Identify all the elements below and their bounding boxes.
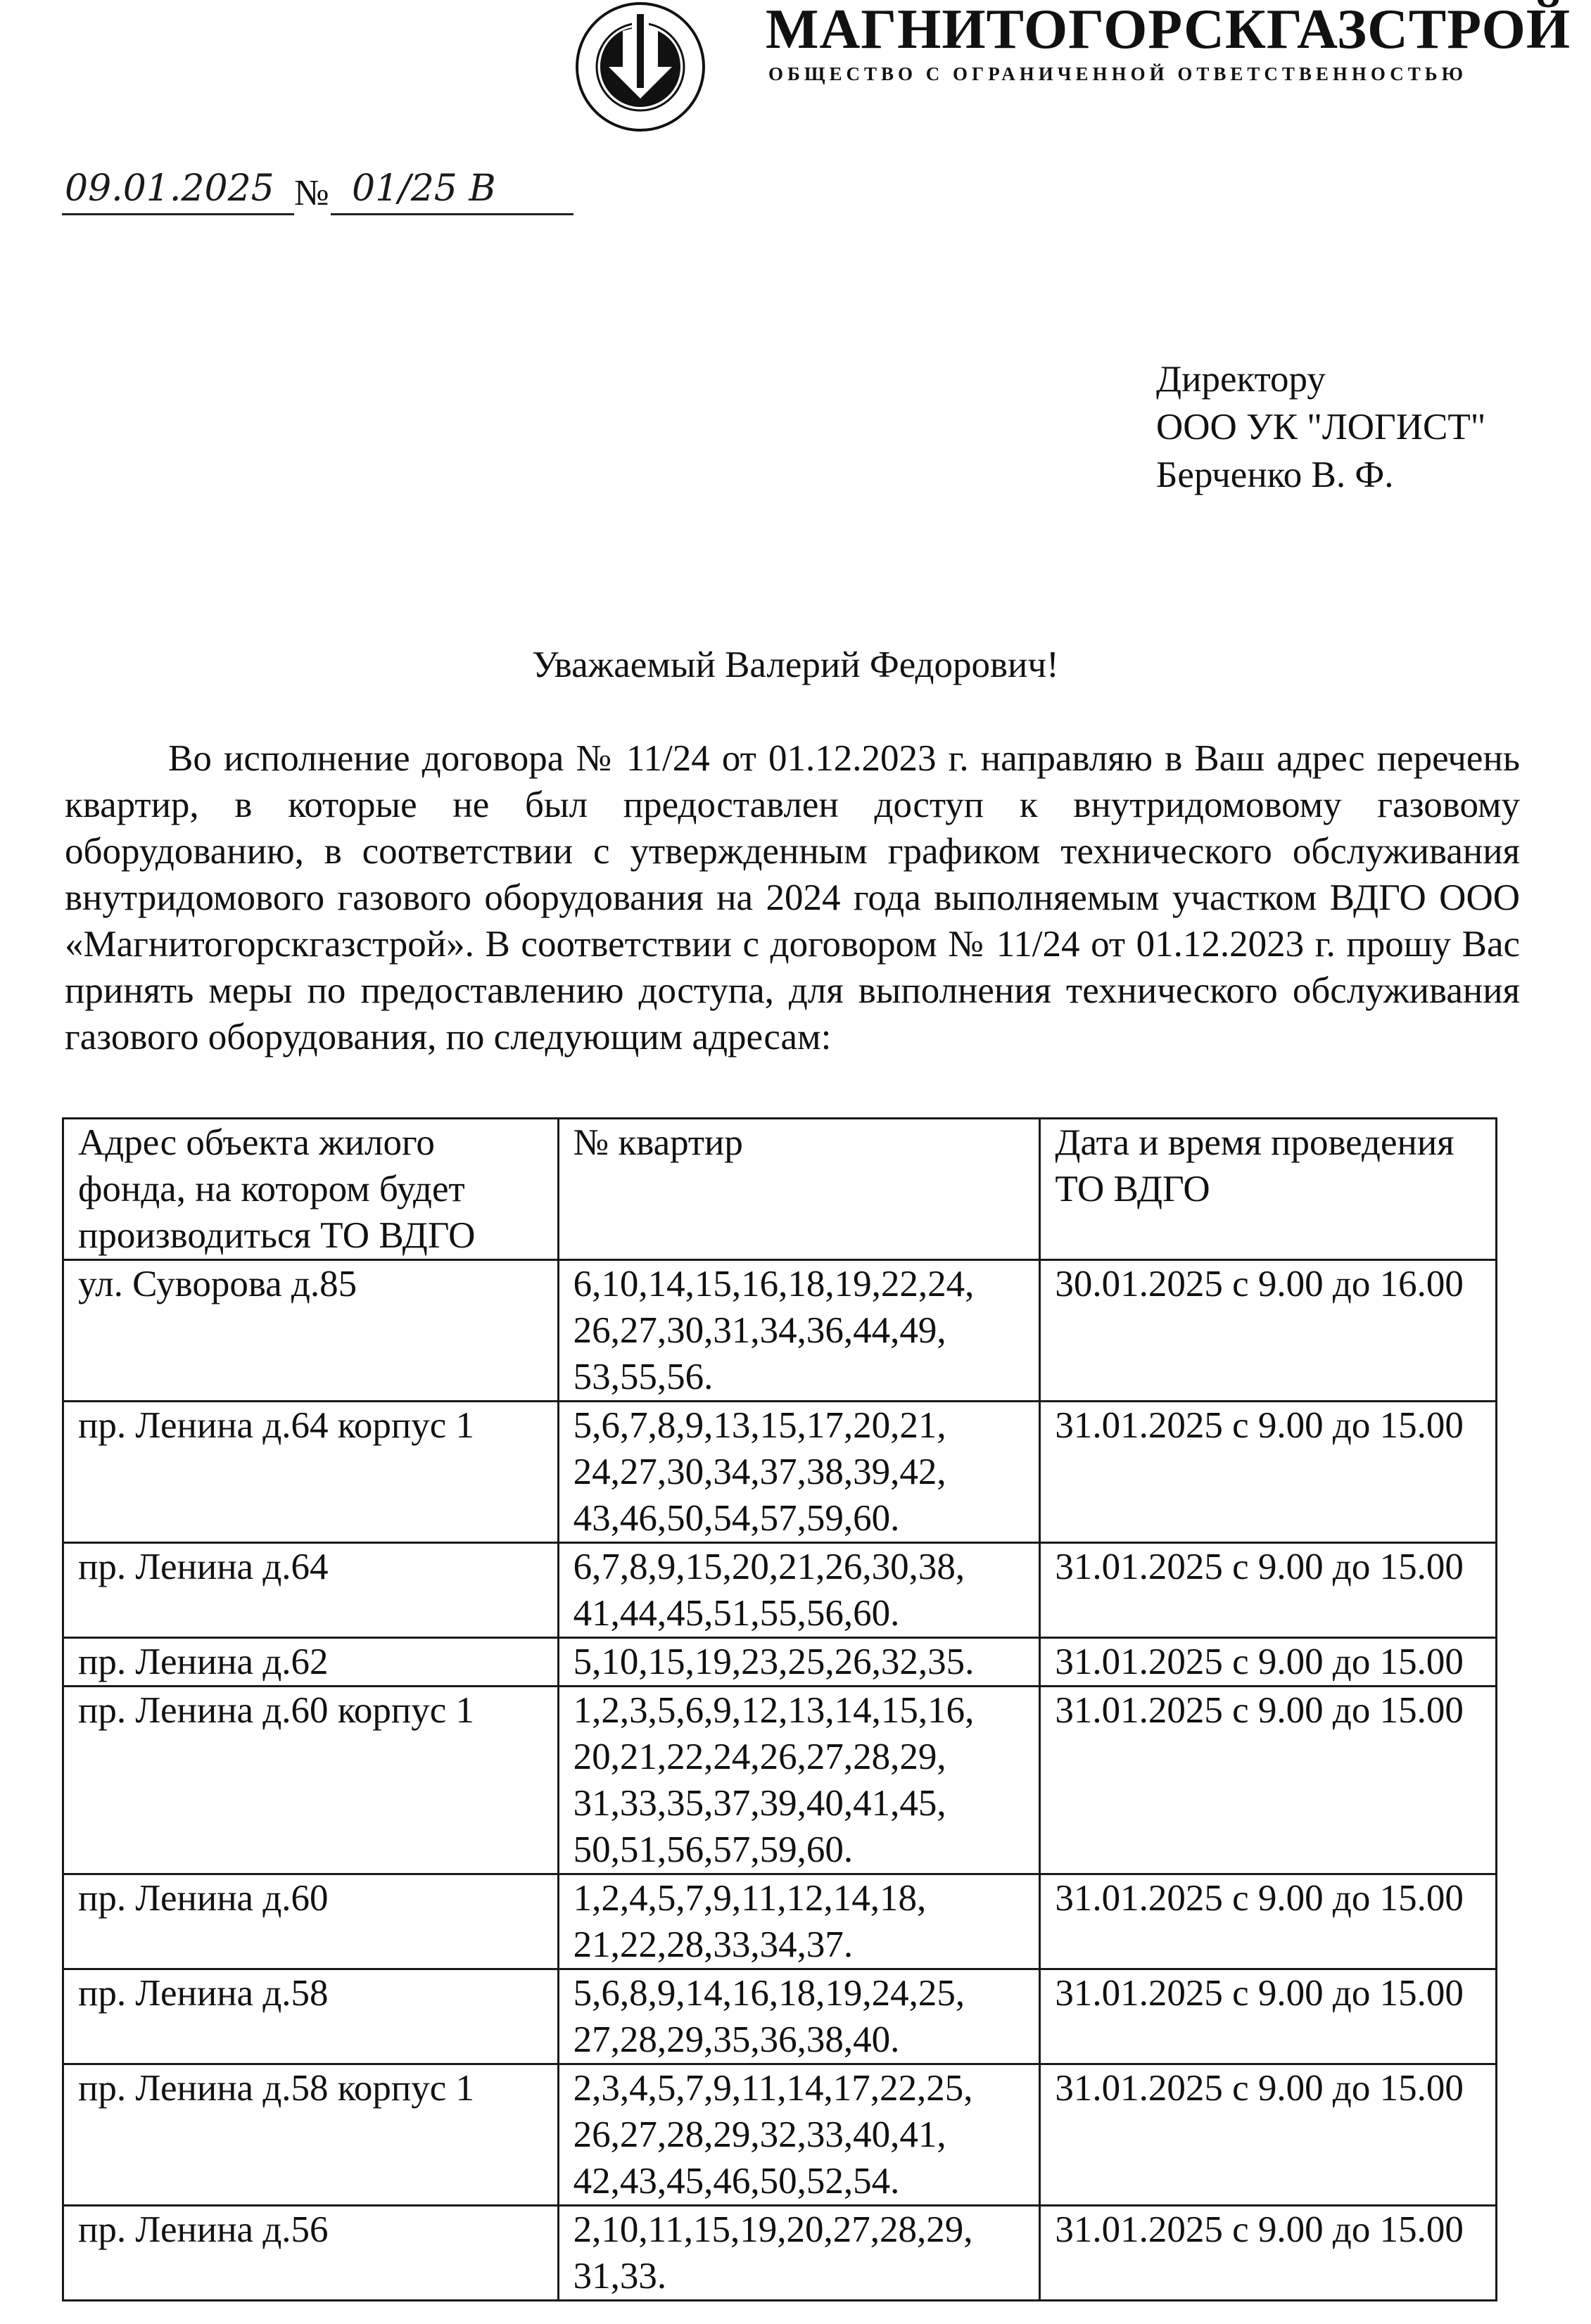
header-datetime: Дата и время проведения ТО ВДГО — [1040, 1119, 1497, 1260]
cell-address: ул. Суворова д.85 — [63, 1260, 559, 1402]
address-table — [62, 1117, 1497, 2301]
table-row — [63, 1874, 1497, 1969]
cell-datetime: 31.01.2025 с 9.00 до 15.00 — [1040, 1969, 1497, 2064]
addressee-name: Берченко В. Ф. — [1156, 455, 1394, 495]
addressee-position: Директору — [1156, 359, 1326, 400]
cell-datetime: 31.01.2025 с 9.00 до 15.00 — [1040, 1543, 1497, 1638]
cell-apartments: 5,6,8,9,14,16,18,19,24,25, 27,28,29,35,36,38,40. — [558, 1969, 1040, 2064]
number-sign: № — [294, 173, 329, 213]
table-row — [63, 1638, 1497, 1687]
date-underline — [62, 213, 294, 215]
company-name: МАГНИТОГОРСКГАЗСТРОЙ — [766, 0, 1571, 61]
table-row — [63, 1402, 1497, 1543]
cell-datetime: 30.01.2025 с 9.00 до 16.00 — [1040, 1260, 1497, 1402]
cell-address: пр. Ленина д.62 — [63, 1638, 559, 1687]
header-apartments: № квартир — [558, 1119, 1040, 1260]
table-row — [63, 2064, 1497, 2206]
table-row — [63, 1543, 1497, 1638]
addressee-organization: ООО УК "ЛОГИСТ" — [1156, 407, 1486, 447]
cell-apartments: 6,10,14,15,16,18,19,22,24, 26,27,30,31,34,36,44,49, 53,55,56. — [558, 1260, 1040, 1402]
cell-apartments: 1,2,4,5,7,9,11,12,14,18, 21,22,28,33,34,37. — [558, 1874, 1040, 1969]
table-header-row — [63, 1119, 1497, 1260]
cell-datetime: 31.01.2025 с 9.00 до 15.00 — [1040, 2064, 1497, 2206]
cell-datetime: 31.01.2025 с 9.00 до 15.00 — [1040, 1874, 1497, 1969]
table-row — [63, 1969, 1497, 2064]
company-logo-icon — [559, 0, 721, 144]
salutation: Уважаемый Валерий Федорович! — [532, 645, 1059, 685]
cell-apartments: 1,2,3,5,6,9,12,13,14,15,16, 20,21,22,24,26,27,28,29, 31,33,35,37,39,40,41,45, 50,51,56,57,59,60. — [558, 1687, 1040, 1874]
cell-apartments: 2,10,11,15,19,20,27,28,29, 31,33. — [558, 2206, 1040, 2301]
outgoing-number: 01/25 В — [352, 167, 496, 210]
outgoing-date: 09.01.2025 — [65, 167, 274, 210]
cell-address: пр. Ленина д.58 корпус 1 — [63, 2064, 559, 2206]
cell-apartments: 5,10,15,19,23,25,26,32,35. — [558, 1638, 1040, 1687]
letter-body: Во исполнение договора № 11/24 от 01.12.2023 г. направляю в Ваш адрес перечень квартир, в которые не был предоставлен доступ к внутридомовому газовому оборудованию, в соответствии с утвержденным графиком технического обслуживания внутридомового газового оборудования на 2024 года выполняемым участком ВДГО ООО «Магнитогорскгазстрой». В соответствии с договором № 11/24 от 01.12.2023 г. прошу Вас принять меры по предоставлению доступа, для выполнения технического обслуживания газового оборудования, по следующим адресам: — [65, 738, 1520, 1058]
number-underline — [331, 213, 573, 215]
header-address: Адрес объекта жилого фонда, на котором будет производиться ТО ВДГО — [63, 1119, 559, 1260]
cell-datetime: 31.01.2025 с 9.00 до 15.00 — [1040, 2206, 1497, 2301]
addressee-block — [1156, 355, 1485, 499]
cell-apartments: 6,7,8,9,15,20,21,26,30,38, 41,44,45,51,55,56,60. — [558, 1543, 1040, 1638]
table-row — [63, 1260, 1497, 1402]
cell-apartments: 2,3,4,5,7,9,11,14,17,22,25, 26,27,28,29,32,33,40,41, 42,43,45,46,50,52,54. — [558, 2064, 1040, 2206]
table-row — [63, 2206, 1497, 2301]
cell-datetime: 31.01.2025 с 9.00 до 15.00 — [1040, 1638, 1497, 1687]
cell-address: пр. Ленина д.56 — [63, 2206, 559, 2301]
cell-datetime: 31.01.2025 с 9.00 до 15.00 — [1040, 1402, 1497, 1543]
cell-address: пр. Ленина д.60 корпус 1 — [63, 1687, 559, 1874]
cell-address: пр. Ленина д.64 — [63, 1543, 559, 1638]
cell-apartments: 5,6,7,8,9,13,15,17,20,21, 24,27,30,34,37,38,39,42, 43,46,50,54,57,59,60. — [558, 1402, 1040, 1543]
company-subtitle: ОБЩЕСТВО С ОГРАНИЧЕННОЙ ОТВЕТСТВЕННОСТЬЮ — [768, 63, 1467, 84]
table-row — [63, 1687, 1497, 1874]
cell-datetime: 31.01.2025 с 9.00 до 15.00 — [1040, 1687, 1497, 1874]
cell-address: пр. Ленина д.58 — [63, 1969, 559, 2064]
cell-address: пр. Ленина д.60 — [63, 1874, 559, 1969]
cell-address: пр. Ленина д.64 корпус 1 — [63, 1402, 559, 1543]
